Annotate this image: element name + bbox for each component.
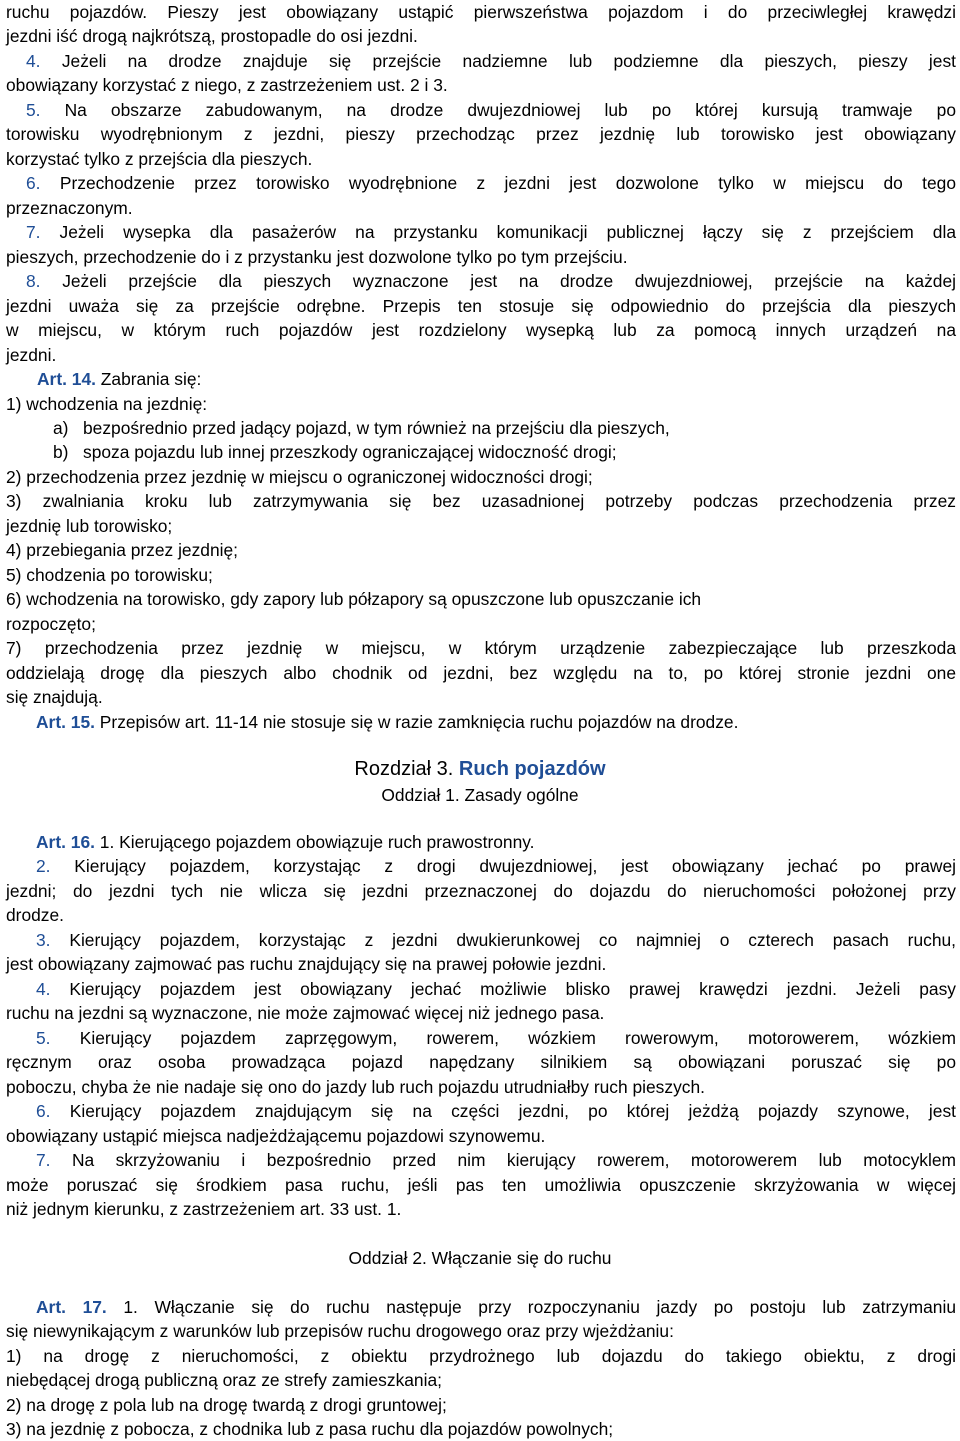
chapter-title: Ruch pojazdów — [458, 758, 606, 780]
paragraph-line: jest obowiązany zajmować pas ruchu znajdujący się na prawej połowie jezdni. — [6, 954, 607, 974]
article-number: Art. 14. — [37, 369, 96, 389]
list-item: 5) chodzenia po torowisku; — [6, 565, 213, 585]
item-number: 4. — [26, 51, 41, 71]
paragraph-line: się niewynikającym z warunków lub przepisów ruchu drogowego oraz przy wjeżdżaniu: — [6, 1321, 674, 1341]
sub-list-item: a) bezpośrednio przed jadący pojazd, w tym również na przejściu dla pieszych, — [53, 418, 670, 438]
paragraph-line: 6. Kierujący pojazdem znajdującym się na części jezdni, po której jeżdżą pojazdy szynowe, jest — [36, 1101, 956, 1121]
article-heading: Art. 15. Przepisów art. 11-14 nie stosuje się w razie zamknięcia ruchu pojazdów na drodze. — [36, 712, 739, 732]
item-letter: a) — [53, 418, 69, 438]
paragraph-line: ręcznym oraz osoba prowadząca pojazd napędzany silnikiem są obowiązani poruszać się po — [6, 1052, 956, 1072]
paragraph-line: 5. Na obszarze zabudowanym, na drodze dwujezdniowej lub po której kursują tramwaje po — [26, 100, 956, 120]
paragraph-line: ruchu na jezdni są wyznaczone, nie może zajmować więcej niż jednego pasa. — [6, 1003, 605, 1023]
item-number: 6. — [36, 1101, 51, 1121]
article-heading: Art. 14. Zabrania się: — [37, 369, 202, 389]
item-number: 6. — [26, 173, 41, 193]
section-heading: Oddział 2. Włączanie się do ruchu — [348, 1248, 612, 1268]
chapter-heading — [0, 757, 960, 781]
article-number: Art. 15. — [36, 712, 95, 732]
paragraph-line: pieszych, przechodzenie do i z przystanku jest dozwolone tylko po tym przejściu. — [6, 247, 628, 267]
item-number: 7. — [26, 222, 41, 242]
article-heading: Art. 16. 1. Kierującego pojazdem obowiązuje ruch prawostronny. — [36, 832, 535, 852]
paragraph-line: 7. Na skrzyżowaniu i bezpośrednio przed nim kierujący rowerem, motorowerem lub motocyklem — [36, 1150, 956, 1170]
list-item: 2) na drogę z pola lub na drogę twardą z drogi gruntowej; — [6, 1395, 447, 1415]
paragraph-line: w miejscu, w którym ruch pojazdów jest rozdzielony wysepką lub za pomocą innych urządzeń na — [6, 320, 956, 340]
paragraph-line: 7. Jeżeli wysepka dla pasażerów na przystanku komunikacji publicznej łączy się z przejściem dla — [26, 222, 956, 242]
chapter-number: Rozdział 3. — [354, 758, 454, 780]
paragraph-line: 4. Jeżeli na drodze znajduje się przejście nadziemne lub podziemne dla pieszych, pieszy jest — [26, 51, 956, 71]
list-item: 7) przechodzenia przez jezdnię w miejscu, w którym urządzenie zabezpieczające lub przeszkoda — [6, 638, 956, 658]
paragraph-line: 4. Kierujący pojazdem jest obowiązany jechać możliwie blisko prawej krawędzi jezdni. Jeżeli pasy — [36, 979, 956, 999]
list-item: rozpoczęto; — [6, 614, 96, 634]
list-item: niebędącej drogą publiczną oraz ze strefy zamieszkania; — [6, 1370, 442, 1390]
list-item: 3) na jezdnię z pobocza, z chodnika lub z pasa ruchu dla pojazdów powolnych; — [6, 1419, 614, 1439]
list-item: jezdnię lub torowisko; — [6, 516, 173, 536]
list-item: 3) zwalniania kroku lub zatrzymywania się bez uzasadnionej potrzeby podczas przechodzenia przez — [6, 491, 956, 511]
list-item: 6) wchodzenia na torowisko, gdy zapory lub półzapory są opuszczone lub opuszczanie ich — [6, 589, 702, 609]
paragraph-line: obowiązany ustąpić miejsca nadjeżdżającemu pojazdowi szynowemu. — [6, 1126, 546, 1146]
paragraph-line: 3. Kierujący pojazdem, korzystając z jezdni dwukierunkowej co najmniej o czterech pasach ruchu, — [36, 930, 956, 950]
paragraph-line: 5. Kierujący pojazdem zaprzęgowym, rowerem, wózkiem rowerowym, motorowerem, wózkiem — [36, 1028, 956, 1048]
paragraph-line: jezdni uważa się za przejście odrębne. Przepis ten stosuje się odpowiednio do przejścia dla pieszych — [6, 296, 956, 316]
list-item: 1) wchodzenia na jezdnię: — [6, 394, 208, 414]
paragraph-line: przeznaczonym. — [6, 198, 133, 218]
paragraph-line: może poruszać się środkiem pasa ruchu, jeśli pas ten umożliwia opuszczenie skrzyżowania w więcej — [6, 1175, 956, 1195]
paragraph-line: 8. Jeżeli przejście dla pieszych wyznaczone jest na drodze dwujezdniowej, przejście na każdej — [26, 271, 956, 291]
article-number: Art. 16. — [36, 832, 95, 852]
list-item: 2) przechodzenia przez jezdnię w miejscu o ograniczonej widoczności drogi; — [6, 467, 593, 487]
article-heading: Art. 17. 1. Włączanie się do ruchu następuje przy rozpoczynaniu jazdy po postoju lub zatrzymaniu — [36, 1297, 956, 1317]
paragraph-line: jezdni iść drogą najkrótszą, prostopadle do osi jezdni. — [6, 26, 418, 46]
item-number: 8. — [26, 271, 41, 291]
item-number: 5. — [36, 1028, 51, 1048]
item-letter: b) — [53, 442, 69, 462]
paragraph-line: jezdni; do jezdni tych nie wlicza się jezdni przeznaczonej do dojazdu do nieruchomości położonej przy — [6, 881, 956, 901]
list-item: 4) przebiegania przez jezdnię; — [6, 540, 239, 560]
item-number: 3. — [36, 930, 51, 950]
list-item: się znajdują. — [6, 687, 103, 707]
item-number: 7. — [36, 1150, 51, 1170]
item-number: 2. — [36, 856, 51, 876]
paragraph-line: ruchu pojazdów. Pieszy jest obowiązany ustąpić pierwszeństwa pojazdom i do przeciwległej krawędzi — [6, 2, 956, 22]
sub-list-item: b) spoza pojazdu lub innej przeszkody ograniczającej widoczność drogi; — [53, 442, 617, 462]
paragraph-line: drodze. — [6, 905, 65, 925]
item-number: 5. — [26, 100, 41, 120]
paragraph-line: 2. Kierujący pojazdem, korzystając z drogi dwujezdniowej, jest obowiązany jechać po prawej — [36, 856, 956, 876]
section-heading: Oddział 1. Zasady ogólne — [381, 785, 579, 805]
paragraph-line: jezdni. — [6, 345, 57, 365]
paragraph-line: torowisku wyodrębnionym z jezdni, pieszy przechodząc przez jezdnię lub torowisko jest obowiązany — [6, 124, 956, 144]
article-number: Art. 17. — [36, 1297, 107, 1317]
paragraph-line: niż jednym kierunku, z zastrzeżeniem art. 33 ust. 1. — [6, 1199, 402, 1219]
paragraph-line: korzystać tylko z przejścia dla pieszych. — [6, 149, 313, 169]
list-item: oddzielają drogę dla pieszych albo chodnik od jezdni, bez względu na to, po której stronie jezdni one — [6, 663, 956, 683]
paragraph-line: 6. Przechodzenie przez torowisko wyodrębnione z jezdni jest dozwolone tylko w miejscu do tego — [26, 173, 956, 193]
item-number: 4. — [36, 979, 51, 999]
list-item: 1) na drogę z nieruchomości, z obiektu przydrożnego lub dojazdu do takiego obiektu, z drogi — [6, 1346, 956, 1366]
paragraph-line: poboczu, chyba że nie nadaje się ono do jazdy lub ruch pojazdu utrudniałby ruch pieszych. — [6, 1077, 705, 1097]
paragraph-line: obowiązany korzystać z niego, z zastrzeżeniem ust. 2 i 3. — [6, 75, 448, 95]
